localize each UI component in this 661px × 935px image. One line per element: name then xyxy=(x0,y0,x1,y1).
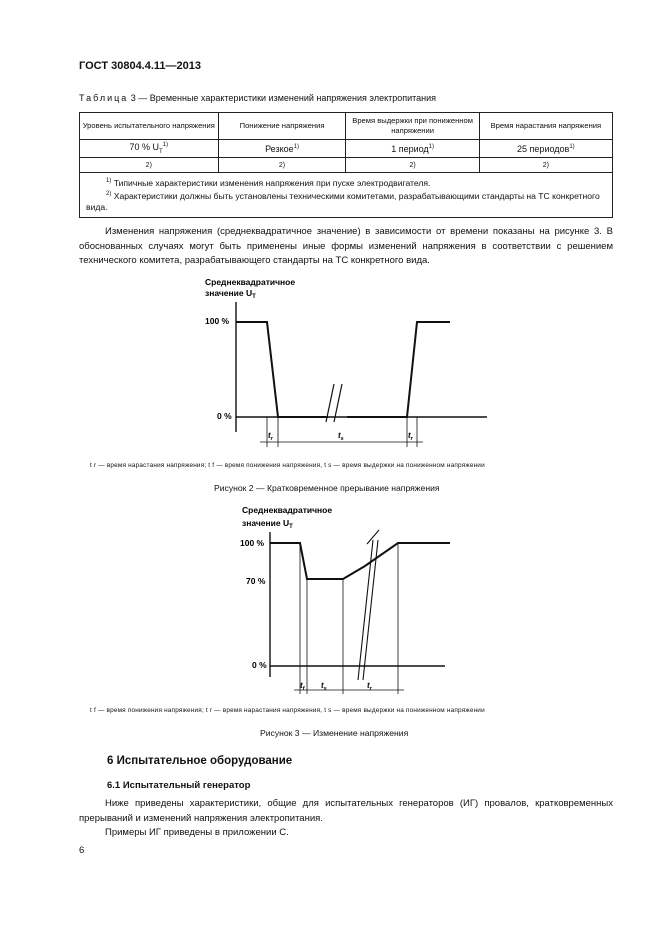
section-6-1-title: 6.1 Испытательный генератор xyxy=(107,780,251,791)
fig2-break-mark-1 xyxy=(326,384,334,422)
fig3-legend: t f — время понижения напряжения; t r — время нарастания напряжения, t s — время выдержки на пониженном напряжении xyxy=(90,707,485,714)
fig2-signal-rise xyxy=(347,322,450,417)
fig3-tr-label: $t_r$ xyxy=(367,681,372,692)
table-caption-prefix: Таблица xyxy=(79,93,129,103)
fig2-tr-label: $t_r$ xyxy=(268,431,273,442)
figure-2-chart xyxy=(160,272,510,452)
footnote-2: Характеристики должны быть установлены техническими комитетами, разрабатывающими стандарты на ТС конкретного вида. xyxy=(86,190,600,212)
section-6-title: 6 Испытательное оборудование xyxy=(107,755,293,767)
table-note-cell: 2) xyxy=(479,158,612,173)
fig3-ylabel-line1: Среднеквадратичное xyxy=(242,505,333,515)
fig2-ylabel-line2: значение $U_T$ xyxy=(205,288,256,300)
table-caption xyxy=(79,93,436,103)
fig3-tf-label: $t_f$ xyxy=(300,681,305,692)
fig2-y100-label: 100 % xyxy=(205,316,230,326)
table-cell-reduction: Резкое$^{1)}$ xyxy=(218,140,346,158)
fig3-ylabel-line2: значение $U_T$ xyxy=(242,518,293,530)
table-note-cell: 2) xyxy=(218,158,346,173)
voltage-variation-table xyxy=(79,112,613,218)
table-header-rise-time: Время нарастания напряжения xyxy=(479,113,612,140)
table-header-hold-time: Время выдержки при пониженном напряжении xyxy=(346,113,479,140)
section-6-1-para2: Примеры ИГ приведены в приложении С. xyxy=(105,827,289,838)
fig2-break-mark-2 xyxy=(334,384,342,422)
footnote-1: Типичные характеристики изменения напряжения при пуске электродвигателя. xyxy=(111,177,431,188)
fig3-caption: Рисунок 3 — Изменение напряжения xyxy=(260,728,409,738)
fig2-tr-label-2: $t_r$ xyxy=(408,431,413,442)
fig2-ylabel-line1: Среднеквадратичное xyxy=(205,277,296,287)
fig3-signal xyxy=(270,543,450,579)
document-header: ГОСТ 30804.4.11—2013 xyxy=(79,60,202,72)
table-note-cell: 2) xyxy=(80,158,219,173)
fig2-legend: t r — время нарастания напряжения; t f — время понижения напряжения, t s — время выдержки на пониженном напряжении xyxy=(90,462,485,469)
table-header-test-level: Уровень испытательного напряжения xyxy=(80,113,219,140)
paragraph-voltage-variations: Изменения напряжения (среднеквадратичное значение) в зависимости от времени показаны на рисунке 3. В обоснованных случаях могут быть применены иные формы изменений напряжения в соответствии с решением технического комитета, разрабатывающего стандарты на ТС конкретного вида. xyxy=(79,226,613,266)
fig2-ts-label: $t_s$ xyxy=(338,431,344,442)
table-cell-rise-time: 25 периодов$^{1)}$ xyxy=(479,140,612,158)
section-6-1-body xyxy=(79,797,613,841)
fig3-y70-label: 70 % xyxy=(246,576,266,586)
figure-3-chart xyxy=(200,502,470,697)
table-note-cell: 2) xyxy=(346,158,479,173)
table-cell-test-level: 70 % $U_T^{1)}$ xyxy=(80,140,219,158)
fig3-y0-label: 0 % xyxy=(252,660,267,670)
fig2-signal-drop xyxy=(236,322,328,417)
table-footnotes: $^{1)}$ Типичные характеристики изменения напряжения при пуске электродвигателя. $^{2)}$ Характеристики должны быть установлены техническими комитетами, разрабатывающими стандарты на ТС конкретного вида. xyxy=(80,173,613,218)
fig2-caption: Рисунок 2 — Кратковременное прерывание напряжения xyxy=(214,483,440,493)
fig3-y100-label: 100 % xyxy=(240,538,265,548)
fig2-y0-label: 0 % xyxy=(217,411,232,421)
table-caption-text: 3 — Временные характеристики изменений напряжения электропитания xyxy=(128,93,437,103)
page-number: 6 xyxy=(79,845,85,856)
section-6-1-para1: Ниже приведены характеристики, общие для испытательных генераторов (ИГ) провалов, кратковременных прерываний и изменений напряжения электропитания. xyxy=(79,798,613,824)
table-cell-hold-time: 1 период$^{1)}$ xyxy=(346,140,479,158)
fig3-ts-label: $t_s$ xyxy=(321,681,327,692)
table-header-reduction: Понижение напряжения xyxy=(218,113,346,140)
